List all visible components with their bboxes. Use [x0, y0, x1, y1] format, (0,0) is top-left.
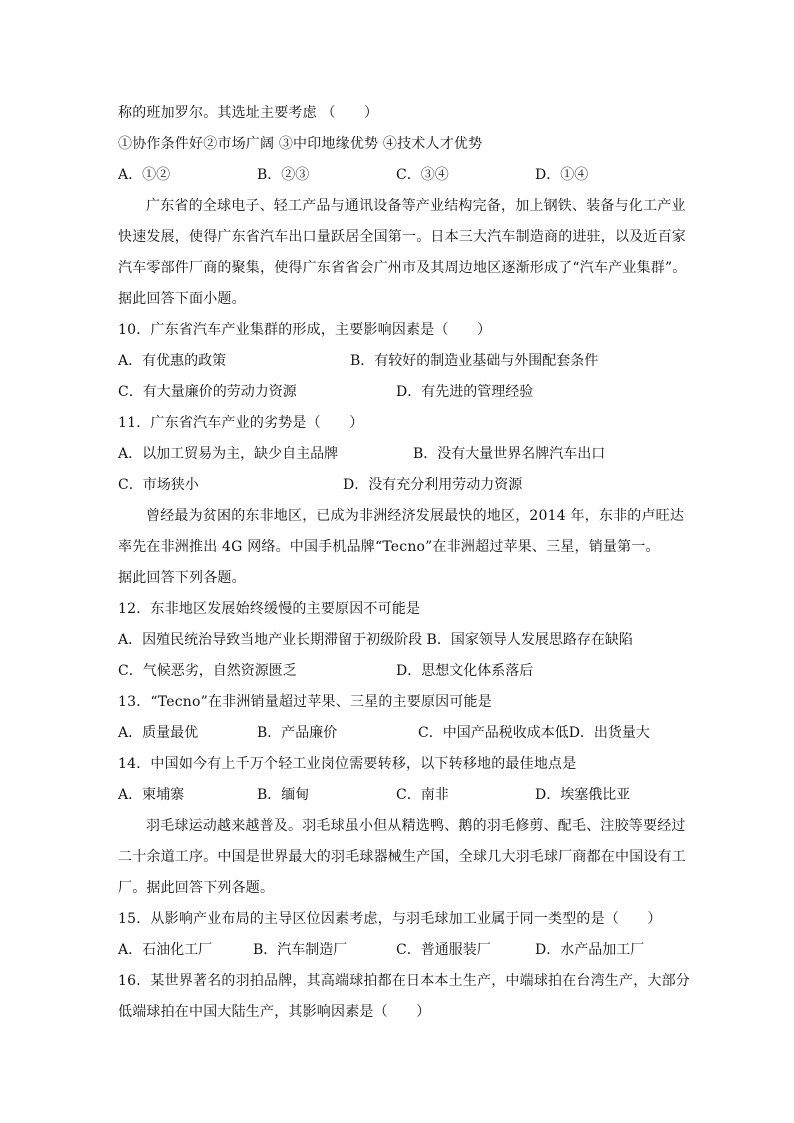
option-q10-b: B．有较好的制造业基础与外围配套条件	[350, 353, 599, 369]
passage-guangdong-line-4: 据此回答下面小题。	[118, 291, 246, 307]
question-15: 15．从影响产业布局的主导区位因素考虑，与羽毛球加工业属于同一类型的是（ ）	[118, 911, 662, 927]
passage-badminton-line-2: 二十余道工序。中国是世界最大的羽毛球器械生产国，全球几大羽毛球厂商都在中国设有工	[118, 849, 686, 865]
option-q14-b: B．缅甸	[257, 787, 310, 803]
passage-badminton-line-3: 厂。据此回答下列各题。	[118, 880, 275, 896]
passage-east-africa-line-3: 据此回答下列各题。	[118, 570, 246, 586]
question-9-choices-list: ①协作条件好②市场广阔 ③中印地缘优势 ④技术人才优势	[118, 136, 483, 152]
passage-east-africa-line-2: 率先在非洲推出 4G 网络。中国手机品牌“Tecno”在非洲超过苹果、三星，销量第一。	[118, 539, 660, 555]
option-q15-d: D．水产品加工厂	[535, 942, 645, 958]
passage-guangdong-line-1: 广东省的全球电子、轻工产品与通讯设备等产业结构完备，加上钢铁、装备与化工产业	[146, 198, 686, 214]
option-q9-a: A．①②	[118, 167, 171, 183]
option-q10-a: A．有优惠的政策	[118, 353, 227, 369]
question-16-line-1: 16．某世界著名的羽拍品牌，其高端球拍都在日本本土生产，中端球拍在台湾生产，大部分	[118, 973, 691, 989]
question-12: 12．东非地区发展始终缓慢的主要原因不可能是	[118, 601, 421, 617]
option-q9-c: C．③④	[396, 167, 449, 183]
passage-east-africa-line-1: 曾经最为贫困的东非地区，已成为非洲经济发展最快的地区，2014 年，东非的卢旺达	[146, 508, 685, 524]
option-q13-a: A．质量最优	[118, 725, 199, 741]
option-q11-b: B．没有大量世界名牌汽车出口	[413, 446, 606, 462]
question-9-stem-end: 称的班加罗尔。其选址主要考虑 （ ）	[118, 105, 379, 121]
option-q11-a: A．以加工贸易为主，缺少自主品牌	[118, 446, 339, 462]
option-q11-d: D．没有充分利用劳动力资源	[343, 477, 523, 493]
option-q13-c-d: C．中国产品税收成本低D．出货量大	[418, 725, 650, 741]
option-q10-c: C．有大量廉价的劳动力资源	[118, 384, 297, 400]
option-q12-a-b: A．因殖民统治导致当地产业长期滞留于初级阶段 B．国家领导人发展思路存在缺陷	[118, 632, 633, 648]
question-13: 13．“Tecno”在非洲销量超过苹果、三星的主要原因可能是	[118, 694, 492, 710]
question-11: 11．广东省汽车产业的劣势是（ ）	[118, 415, 364, 431]
option-q13-b: B．产品廉价	[257, 725, 338, 741]
option-q15-c: C．普通服装厂	[396, 942, 491, 958]
option-q10-d: D．有先进的管理经验	[396, 384, 534, 400]
option-q14-a: A．柬埔寨	[118, 787, 185, 803]
question-14: 14．中国如今有上千万个轻工业岗位需要转移，以下转移地的最佳地点是	[118, 756, 577, 772]
option-q15-a: A．石油化工厂	[118, 942, 213, 958]
option-q9-b: B．②③	[257, 167, 310, 183]
option-q9-d: D．①④	[535, 167, 589, 183]
option-q12-d: D．思想文化体系落后	[396, 663, 534, 679]
passage-badminton-line-1: 羽毛球运动越来越普及。羽毛球虽小但从精选鸭、鹅的羽毛修剪、配毛、注胶等要经过	[146, 818, 686, 834]
passage-guangdong-line-2: 快速发展，使得广东省汽车出口量跃居全国第一。日本三大汽车制造商的进驻，以及近百家	[118, 229, 686, 245]
option-q12-c: C．气候恶劣，自然资源匮乏	[118, 663, 297, 679]
option-q15-b: B．汽车制造厂	[253, 942, 348, 958]
passage-guangdong-line-3: 汽车零部件厂商的聚集，使得广东省省会广州市及其周边地区逐渐形成了“汽车产业集群”。	[118, 260, 687, 276]
option-q11-c: C．市场狭小	[118, 477, 199, 493]
question-10: 10．广东省汽车产业集群的形成，主要影响因素是（ ）	[118, 322, 492, 338]
option-q14-d: D．埃塞俄比亚	[535, 787, 631, 803]
option-q14-c: C．南非	[396, 787, 449, 803]
question-16-line-2: 低端球拍在中国大陆生产，其影响因素是（ ）	[118, 1004, 431, 1020]
